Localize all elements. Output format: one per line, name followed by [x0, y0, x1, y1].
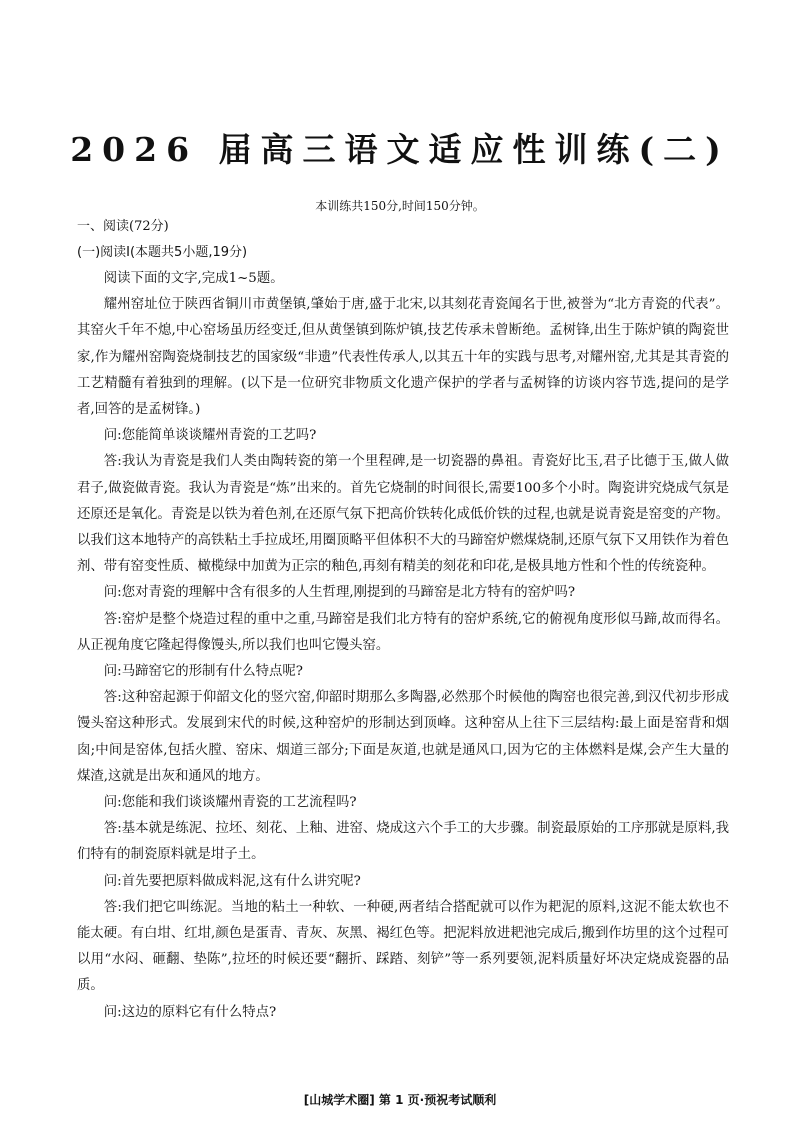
- paragraph: 问:您对青瓷的理解中含有很多的人生哲理,刚提到的马蹄窑是北方特有的窑炉吗?: [103, 585, 576, 601]
- paragraph: 问:首先要把原料做成料泥,这有什么讲究呢?: [103, 873, 361, 889]
- exam-instructions: 本训练共150分,时间150分钟。: [315, 199, 485, 213]
- page-footer: [山城学术圈] 第 1 页·预祝考试顺利: [303, 1093, 497, 1107]
- reading-passage: [77, 266, 729, 1026]
- subsection-heading: (一)阅读Ⅰ(本题共5小题,19分): [77, 245, 248, 260]
- paragraph: 答:这种窑起源于仰韶文化的竖穴窑,仰韶时期那么多陶器,必然那个时候他的陶窑也很完善,到汉代初步形成馒头窑这种形式。发展到宋代的时候,这种窑炉的形制达到顶峰。这种窑从上往下三层结构:最上面是窑背和烟囱;中间是窑体,包括火膛、窑床、烟道三部分;下面是灰道,也就是通风口,因为它的主体燃料是煤,会产生大量的煤渣,这就是出灰和通风的地方。: [77, 690, 729, 784]
- paragraph: 耀州窑址位于陕西省铜川市黄堡镇,肇始于唐,盛于北宋,以其刻花青瓷闻名于世,被誉为“北方青瓷的代表”。其窑火千年不熄,中心窑场虽历经变迁,但从黄堡镇到陈炉镇,技艺传承未曾断绝。孟树锋,出生于陈炉镇的陶瓷世家,作为耀州窑陶瓷烧制技艺的国家级“非遗”代表性传承人,以其五十年的实践与思考,对耀州窑,尤其是其青瓷的工艺精髓有着独到的理解。(以下是一位研究非物质文化遗产保护的学者与孟树锋的访谈内容节选,提问的是学者,回答的是孟树锋。): [77, 297, 729, 418]
- paragraph: 答:我认为青瓷是我们人类由陶转瓷的第一个里程碑,是一切瓷器的鼻祖。青瓷好比玉,君子比德于玉,做人做君子,做瓷做青瓷。我认为青瓷是“炼”出来的。首先它烧制的时间很长,需要100多个小时。陶瓷讲究烧成气氛是还原还是氧化。青瓷是以铁为着色剂,在还原气氛下把高价铁转化成低价铁的过程,也就是说青瓷是窑变的产物。以我们这本地特产的高铁粘土手拉成坯,用圈顶略平但体积不大的马蹄窑炉燃煤烧制,还原气氛下又用铁作为着色剂、带有窑变性质、橄榄绿中加黄为正宗的釉色,再刻有精美的刻花和印花,是极具地方性和个性的传统瓷种。: [77, 454, 729, 575]
- paragraph: 问:这边的原料它有什么特点?: [103, 1004, 277, 1020]
- paragraph: 答:基本就是练泥、拉坯、刻花、上釉、进窑、烧成这六个手工的大步骤。制瓷最原始的工序那就是原料,我们特有的制瓷原料就是坩子土。: [77, 821, 729, 863]
- paragraph: 答:窑炉是整个烧造过程的重中之重,马蹄窑是我们北方特有的窑炉系统,它的俯视角度形似马蹄,故而得名。从正视角度它隆起得像馒头,所以我们也叫它馒头窑。: [77, 611, 729, 653]
- paragraph: 问:您能和我们谈谈耀州青瓷的工艺流程吗?: [103, 795, 357, 811]
- page-title: 2026 届高三语文适应性训练(二): [70, 130, 730, 169]
- section-heading: 一、阅读(72分): [77, 219, 169, 234]
- paragraph: 答:我们把它叫练泥。当地的粘土一种软、一种硬,两者结合搭配就可以作为耙泥的原料,这泥不能太软也不能太硬。有白坩、红坩,颜色是蛋青、青灰、灰黑、褐红色等。把泥料放进耙池完成后,搬到作坊里的这个过程可以用“水闷、砸翻、垫陈”,拉坯的时候还要“翻折、踩踏、刻铲”等一系列要领,泥料质量好坏决定烧成瓷器的品质。: [77, 899, 729, 994]
- paragraph: 阅读下面的文字,完成1~5题。: [103, 271, 284, 286]
- paragraph: 问:马蹄窑它的形制有什么特点呢?: [103, 664, 303, 680]
- paragraph: 问:您能简单谈谈耀州青瓷的工艺吗?: [103, 428, 317, 444]
